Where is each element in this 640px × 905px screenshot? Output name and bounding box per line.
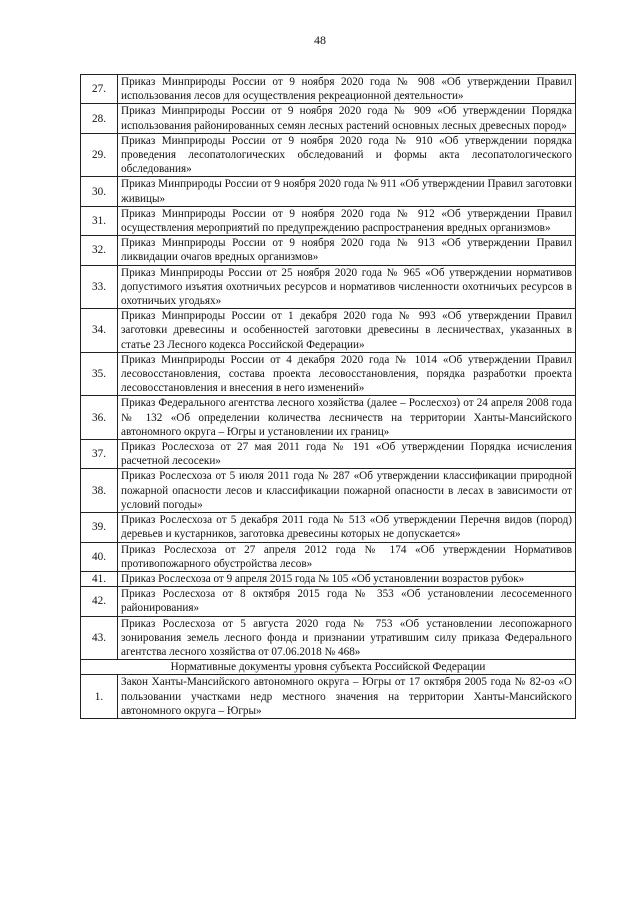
table-row	[81, 177, 576, 206]
table-row	[81, 440, 576, 469]
row-number: 27.	[81, 75, 118, 104]
row-number: 30.	[81, 177, 118, 206]
row-text: Приказ Минприроды России от 4 декабря 2020 года № 1014 «Об утверждении Правил лесовосстановления, состава проекта лесовосстановления, порядка разработки проекта лесовосстановления и внесения в него изменений»	[118, 352, 576, 396]
table-row	[81, 542, 576, 571]
row-text: Приказ Федерального агентства лесного хозяйства (далее – Рослесхоз) от 24 апреля 2008 года № 132 «Об определении количества лесничеств на территории Ханты-Мансийского автономного округа – Югры и установлении их границ»	[118, 396, 576, 440]
row-number: 33.	[81, 265, 118, 309]
table-row	[81, 616, 576, 660]
row-text: Приказ Минприроды России от 9 ноября 2020 года № 911 «Об утверждении Правил заготовки живицы»	[118, 177, 576, 206]
row-text: Приказ Минприроды России от 1 декабря 2020 года № 993 «Об утверждении Правил заготовки древесины и особенностей заготовки древесины в лесничествах, указанных в статье 23 Лесного кодекса Российской Федерации»	[118, 309, 576, 353]
table-row	[81, 675, 576, 719]
table-row	[81, 352, 576, 396]
table-row	[81, 75, 576, 104]
row-text: Приказ Минприроды России от 9 ноября 2020 года № 908 «Об утверждении Правил использования лесов для осуществления рекреационной деятельности»	[118, 75, 576, 104]
table-row	[81, 571, 576, 586]
row-text: Приказ Минприроды России от 25 ноября 2020 года № 965 «Об утверждении нормативов допустимого изъятия охотничьих ресурсов и нормативов численности охотничьих ресурсов в охотничьих угодьях»	[118, 265, 576, 309]
table-row	[81, 104, 576, 133]
row-number: 42.	[81, 587, 118, 616]
table-row	[81, 396, 576, 440]
table-row	[81, 133, 576, 177]
row-number: 34.	[81, 309, 118, 353]
table-row	[81, 587, 576, 616]
row-text: Приказ Рослесхоза от 5 августа 2020 года № 753 «Об установлении лесопожарного зонирования земель лесного фонда и признании утратившим силу приказа Федерального агентства лесного хозяйства от 07.06.2018 № 468»	[118, 616, 576, 660]
row-number: 36.	[81, 396, 118, 440]
row-number: 29.	[81, 133, 118, 177]
row-text: Приказ Рослесхоза от 27 мая 2011 года № 191 «Об утверждении Порядка исчисления расчетной лесосеки»	[118, 440, 576, 469]
row-number: 43.	[81, 616, 118, 660]
row-number: 32.	[81, 236, 118, 265]
table-row	[81, 265, 576, 309]
row-number: 38.	[81, 469, 118, 513]
row-text: Приказ Минприроды России от 9 ноября 2020 года № 910 «Об утверждении порядка проведения лесопатологических обследований и формы акта лесопатологического обследования»	[118, 133, 576, 177]
regulations-table	[80, 74, 576, 719]
row-text: Приказ Рослесхоза от 8 октября 2015 года № 353 «Об установлении лесосеменного районирования»	[118, 587, 576, 616]
page-number: 48	[314, 33, 326, 47]
row-number: 37.	[81, 440, 118, 469]
row-number: 35.	[81, 352, 118, 396]
section-header-row	[81, 660, 576, 675]
table-row	[81, 206, 576, 235]
row-text: Закон Ханты-Мансийского автономного округа – Югры от 17 октября 2005 года № 82-оз «О пользовании участками недр местного значения на территории Ханты-Мансийского автономного округа – Югры»	[118, 675, 576, 719]
row-number: 28.	[81, 104, 118, 133]
row-text: Приказ Рослесхоза от 5 декабря 2011 года № 513 «Об утверждении Перечня видов (пород) деревьев и кустарников, заготовка древесины которых не допускается»	[118, 513, 576, 542]
table-row	[81, 513, 576, 542]
table-row	[81, 309, 576, 353]
section-header: Нормативные документы уровня субъекта Российской Федерации	[81, 660, 576, 675]
row-number: 39.	[81, 513, 118, 542]
table-row	[81, 236, 576, 265]
row-text: Приказ Минприроды России от 9 ноября 2020 года № 912 «Об утверждении Правил осуществления мероприятий по предупреждению распространения вредных организмов»	[118, 206, 576, 235]
row-text: Приказ Рослесхоза от 9 апреля 2015 года № 105 «Об установлении возрастов рубок»	[118, 571, 576, 586]
row-number: 40.	[81, 542, 118, 571]
row-text: Приказ Минприроды России от 9 ноября 2020 года № 909 «Об утверждении Порядка использования районированных семян лесных растений основных лесных древесных пород»	[118, 104, 576, 133]
row-text: Приказ Рослесхоза от 27 апреля 2012 года № 174 «Об утверждении Нормативов противопожарного обустройства лесов»	[118, 542, 576, 571]
row-number: 1.	[81, 675, 118, 719]
row-number: 41.	[81, 571, 118, 586]
row-text: Приказ Минприроды России от 9 ноября 2020 года № 913 «Об утверждении Правил ликвидации очагов вредных организмов»	[118, 236, 576, 265]
table-row	[81, 469, 576, 513]
row-number: 31.	[81, 206, 118, 235]
row-text: Приказ Рослесхоза от 5 июля 2011 года № 287 «Об утверждении классификации природной пожарной опасности лесов и классификации пожарной опасности в лесах в зависимости от условий погоды»	[118, 469, 576, 513]
